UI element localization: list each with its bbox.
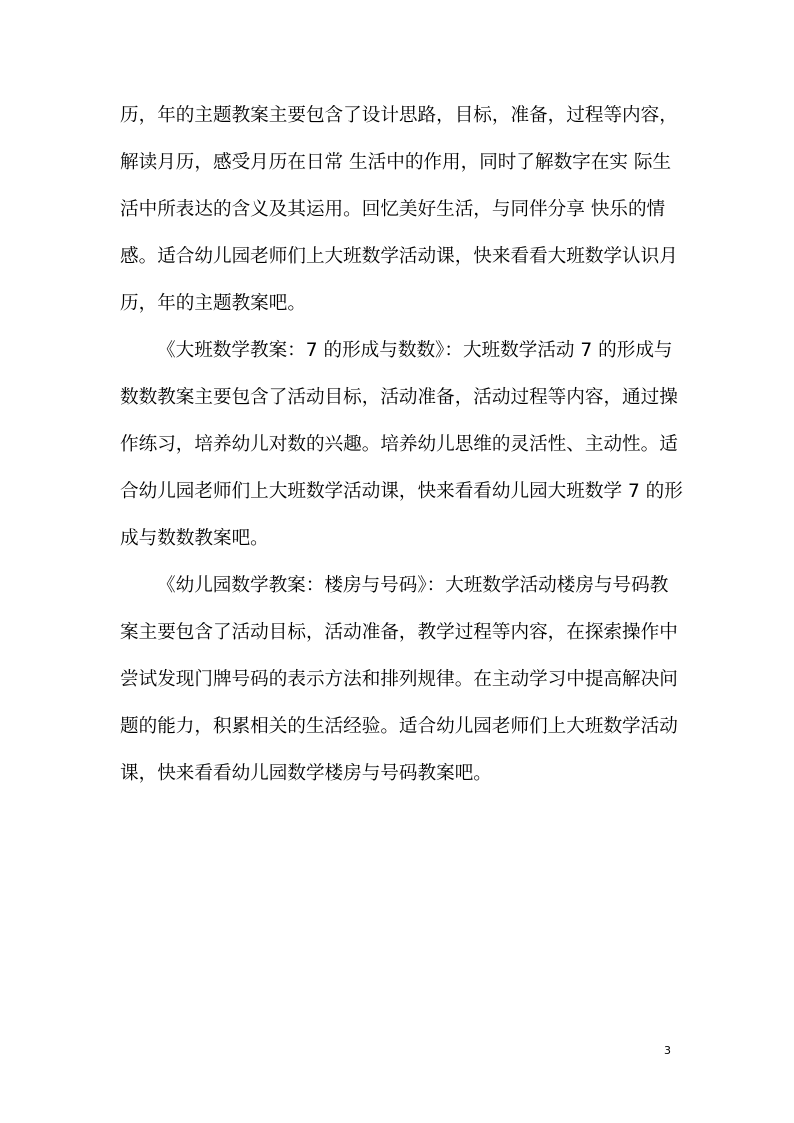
text-line: 作练习，培养幼儿对数的兴趣。培养幼儿思维的灵活性、主动性。适 (120, 434, 678, 455)
text-line: 解读月历，感受月历在日常 生活中的作用，同时了解数字在实 际生 (120, 152, 672, 173)
text-line: 活中所表达的含义及其运用。回忆美好生活，与同伴分享 快乐的情 (120, 199, 666, 220)
text-line: 案主要包含了活动目标，活动准备，教学过程等内容，在探索操作中 (120, 622, 678, 643)
text-line: 历，年的主题教案主要包含了设计思路，目标，准备，过程等内容， (120, 105, 678, 126)
text-line: 题的能力，积累相关的生活经验。适合幼儿园老师们上大班数学活动 (120, 716, 678, 737)
text-line: 《大班数学教案：7 的形成与数数》：大班数学活动 7 的形成与 (157, 340, 673, 361)
text-line: 合幼儿园老师们上大班数学活动课，快来看看幼儿园大班数学 7 的形 (120, 481, 683, 502)
text-line: 成与数数教案吧。 (120, 528, 269, 549)
text-line: 课，快来看看幼儿园数学楼房与号码教案吧。 (120, 763, 492, 784)
text-line: 数数教案主要包含了活动目标，活动准备，活动过程等内容，通过操 (120, 387, 678, 408)
text-line: 历，年的主题教案吧。 (120, 293, 306, 314)
paragraph-1 (120, 92, 676, 327)
text-line: 《幼儿园数学教案：楼房与号码》：大班数学活动楼房与号码教 (157, 575, 669, 596)
paragraph-3 (120, 562, 676, 797)
page-content (120, 92, 683, 797)
text-line: 感。适合幼儿园老师们上大班数学活动课，快来看看大班数学认识月 (120, 246, 678, 267)
text-line: 尝试发现门牌号码的表示方法和排列规律。在主动学习中提高解决问 (120, 669, 678, 690)
page-number: 3 (664, 1044, 671, 1057)
paragraph-2 (120, 327, 683, 562)
